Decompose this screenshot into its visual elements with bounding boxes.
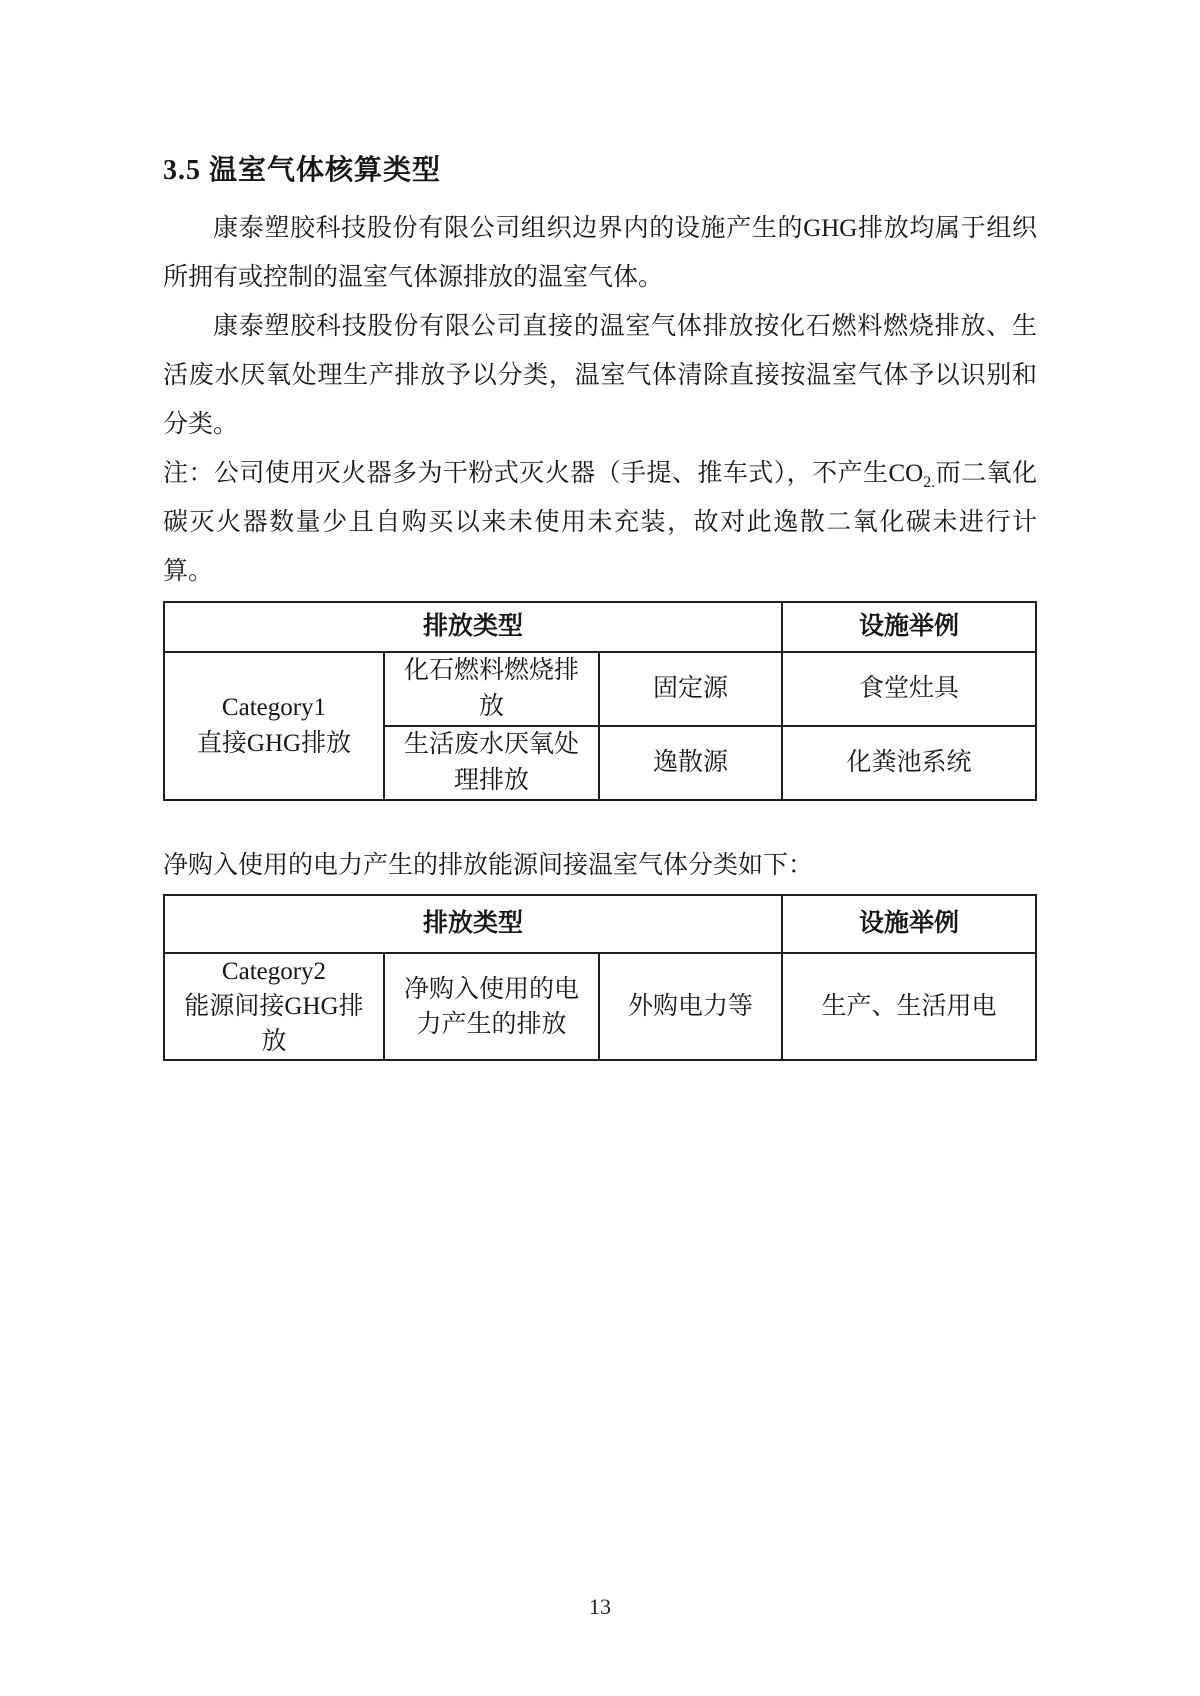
- table1-category-label: 直接GHG排放: [196, 730, 352, 757]
- table1-emission-type-header: 排放类型: [164, 602, 782, 652]
- table2-category-cell: [164, 953, 384, 1060]
- table2-emission-purchased-power: 净购入使用的电力产生的排放: [384, 953, 599, 1060]
- table1-example-canteen: 食堂灶具: [782, 652, 1036, 726]
- section-heading: 3.5 温室气体核算类型: [163, 155, 442, 186]
- body-text-block: [163, 204, 1037, 596]
- table1-source-stationary: 固定源: [599, 652, 782, 726]
- paragraph-ghg-boundary: 康泰塑胶科技股份有限公司组织边界内的设施产生的GHG排放均属于组织所拥有或控制的温室气体源排放的温室气体。: [163, 215, 1037, 291]
- co2-subscript: 2.: [923, 474, 936, 491]
- table1-emission-wastewater: 生活废水厌氧处理排放: [384, 726, 599, 800]
- table1-category-code: Category1: [221, 694, 327, 721]
- note-paragraph: [163, 449, 1037, 596]
- table1-emission-fossil-fuel: 化石燃料燃烧排放: [384, 652, 599, 726]
- table1-category-cell: [164, 652, 384, 800]
- table2-example-production-power: 生产、生活用电: [782, 953, 1036, 1060]
- note-text-before: 注：公司使用灭火器多为干粉式灭火器（手提、推车式），不产生CO: [163, 460, 924, 487]
- table1-facility-example-header: 设施举例: [782, 602, 1036, 652]
- direct-emissions-table: [163, 601, 1037, 801]
- table2-row-electricity: [164, 953, 1036, 1060]
- table2-category-label: 能源间接GHG排放: [184, 993, 364, 1055]
- table1-header-row: [164, 602, 1036, 652]
- table1-example-septic: 化粪池系统: [782, 726, 1036, 800]
- table2-emission-type-header: 排放类型: [164, 895, 782, 953]
- table2-facility-example-header: 设施举例: [782, 895, 1036, 953]
- table2-source-purchased-power: 外购电力等: [599, 953, 782, 1060]
- paragraph-ghg-classification: 康泰塑胶科技股份有限公司直接的温室气体排放按化石燃料燃烧排放、生活废水厌氧处理生产排放予以分类，温室气体清除直接按温室气体予以识别和分类。: [163, 313, 1037, 438]
- indirect-emissions-table: [163, 894, 1037, 1061]
- indirect-emissions-intro: 净购入使用的电力产生的排放能源间接温室气体分类如下：: [163, 852, 814, 879]
- table2-header-row: [164, 895, 1036, 953]
- page-number: 13: [589, 1594, 611, 1619]
- table1-source-fugitive: 逸散源: [599, 726, 782, 800]
- note-text-after: 而二氧化碳灭火器数量少且自购买以来未使用未充装，故对此逸散二氧化碳未进行计算。: [163, 460, 1037, 585]
- table1-row-stationary: [164, 652, 1036, 726]
- document-page-content: [163, 0, 1037, 1061]
- table2-category-code: Category2: [221, 958, 327, 985]
